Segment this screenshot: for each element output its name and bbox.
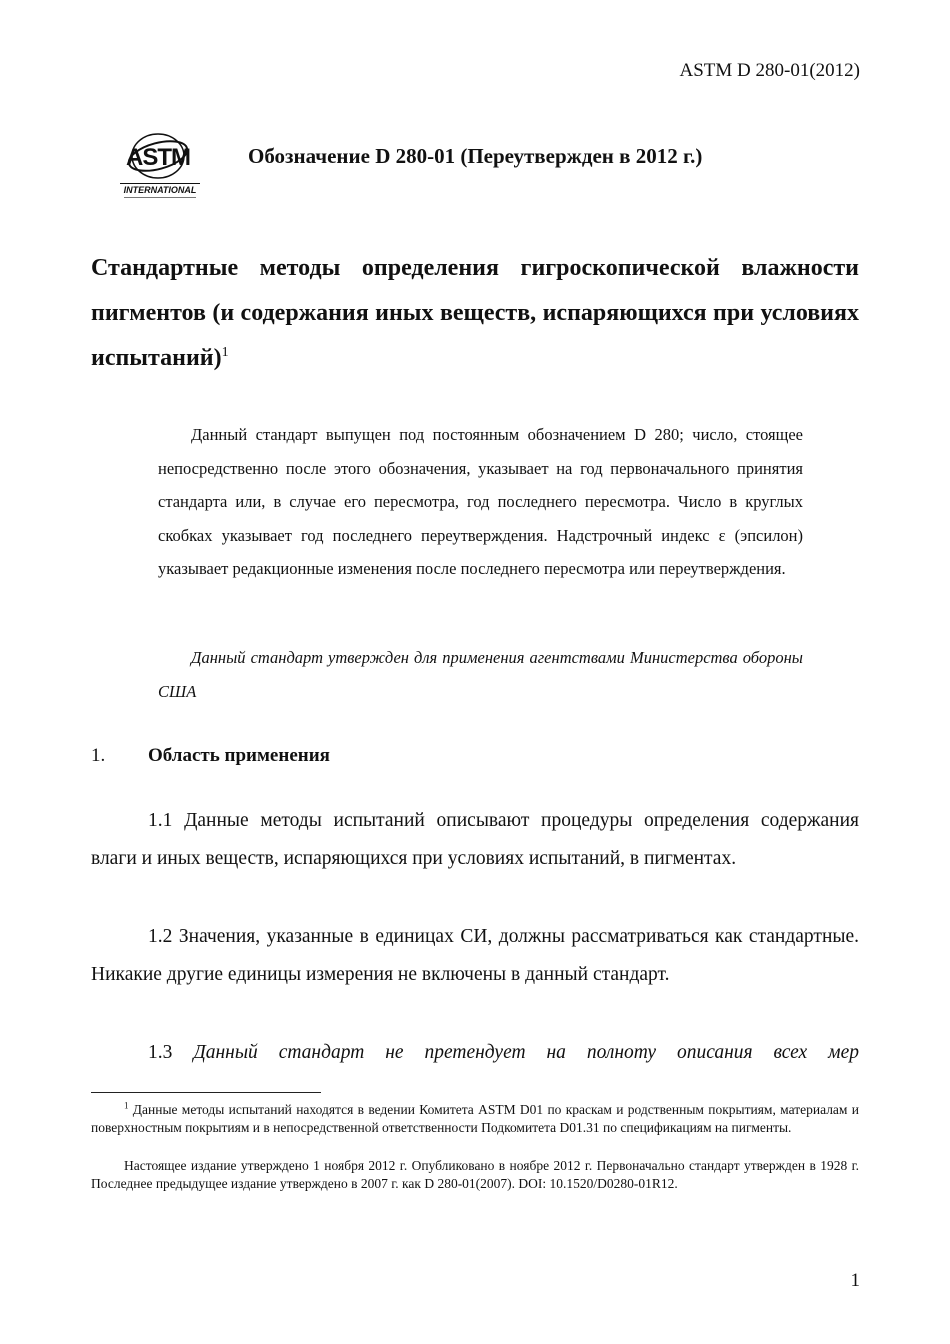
paragraph-number: 1.3 <box>148 1042 173 1063</box>
footnote-text: Данные методы испытаний находятся в ведении Комитета ASTM D01 по краскам и родственным покрытиям, материалам и поверхностным покрытиям и в непосредственной ответственности Подкомитета D01.31 по спецификациям на пигменты. <box>91 1102 859 1135</box>
title-footnote-ref: 1 <box>221 345 229 360</box>
dod-notice: Данный стандарт утвержден для применения агентствами Министерства обороны США <box>158 648 803 701</box>
footnote-1 <box>91 1101 859 1137</box>
section-title: Область применения <box>148 745 330 766</box>
astm-logo <box>118 128 202 202</box>
paragraph-1-2 <box>91 918 859 993</box>
designation: Обозначение D 280-01 (Переутвержден в 2012 г.) <box>248 144 703 168</box>
footnote-separator <box>91 1092 321 1093</box>
svg-text:ASTM: ASTM <box>126 144 190 171</box>
section-heading <box>91 745 330 767</box>
astm-logo-icon <box>118 128 202 202</box>
paragraph-number: 1.2 <box>148 926 173 947</box>
paragraph-text: Значения, указанные в единицах СИ, должны рассматриваться как стандартные. Никакие другие единицы измерения не включены в данный стандарт. <box>91 926 860 985</box>
section-number: 1. <box>91 745 106 766</box>
footnote-mark: 1 <box>124 1100 129 1111</box>
paragraph-1-1 <box>91 802 859 877</box>
paragraph-text: Данные методы испытаний описывают процедуры определения содержания влаги и иных веществ, испаряющихся при условиях испытаний, в пигментах. <box>91 810 860 869</box>
footnote-2: Настоящее издание утверждено 1 ноября 2012 г. Опубликовано в ноябре 2012 г. Первоначально стандарт утвержден в 1928 г. Последнее предыдущее издание утверждено в 2007 г. как D 280-01(2007). DOI: 10.1520/D0280-01R12. <box>91 1158 859 1191</box>
paragraph-number: 1.1 <box>148 810 173 831</box>
paragraph-text: Данный стандарт не претендует на полноту описания всех мер <box>193 1042 859 1063</box>
paragraph-1-3 <box>91 1034 859 1072</box>
document-code: ASTM D 280-01(2012) <box>679 60 860 81</box>
standard-notice: Данный стандарт выпущен под постоянным обозначением D 280; число, стоящее непосредственно после этого обозначения, указывает на год первоначального принятия стандарта или, в случае его пересмотра, год последнего пересмотра. Число в круглых скобках указывает год последнего переутверждения. Надстрочный индекс ε (эпсилон) указывает редакционные изменения после последнего пересмотра или переутверждения. <box>158 425 803 578</box>
page-number: 1 <box>850 1270 860 1291</box>
logo-caption: INTERNATIONAL <box>123 185 197 195</box>
document-title <box>91 246 859 381</box>
title-text: Стандартные методы определения гигроскопической влажности пигментов (и содержания иных веществ, испаряющихся при условиях испытаний) <box>91 255 859 371</box>
